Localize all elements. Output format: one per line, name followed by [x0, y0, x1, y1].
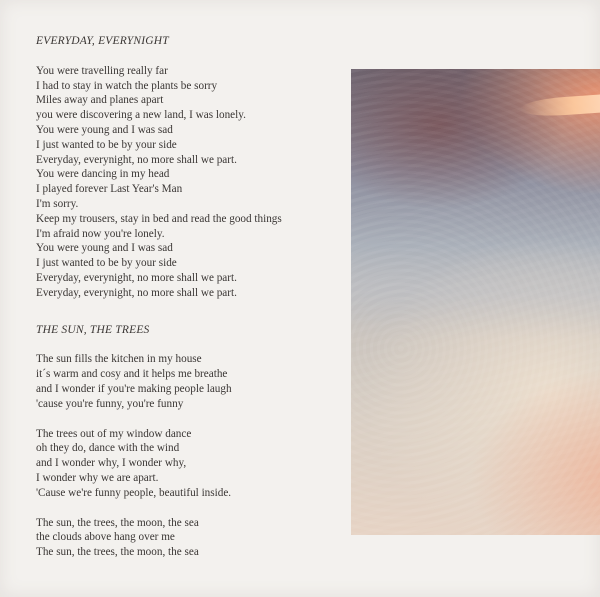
lyric-line: I played forever Last Year's Man: [36, 183, 183, 196]
lyric-line: Everyday, everynight, no more shall we part.: [36, 286, 237, 299]
lyric-line: The sun fills the kitchen in my house: [36, 353, 202, 366]
lyric-line: I just wanted to be by your side: [36, 257, 177, 270]
stanza: [36, 427, 336, 501]
lyric-line: it´s warm and cosy and it helps me breathe: [36, 368, 228, 381]
lyric-line: you were discovering a new land, I was lonely.: [36, 109, 246, 122]
lyric-line: I'm afraid now you're lonely.: [36, 227, 165, 240]
stanza: [36, 516, 336, 560]
lyric-line: The trees out of my window dance: [36, 427, 192, 440]
song-the-sun-the-trees: [36, 323, 336, 560]
aerial-clouds-photo: [351, 69, 600, 535]
song-title: THE SUN, THE TREES: [36, 323, 150, 336]
lyric-line: Miles away and planes apart: [36, 94, 164, 107]
photo-clouds-texture: [351, 69, 600, 535]
lyric-line: and I wonder why, I wonder why,: [36, 457, 187, 470]
lyrics-column: [36, 34, 336, 560]
song-title: EVERYDAY, EVERYNIGHT: [36, 35, 169, 47]
lyric-line: the clouds above hang over me: [36, 531, 175, 544]
lyric-line: The sun, the trees, the moon, the sea: [36, 546, 199, 559]
lyric-line: and I wonder if you're making people laugh: [36, 382, 232, 395]
lyric-line: oh they do, dance with the wind: [36, 442, 180, 455]
lyric-line: I had to stay in watch the plants be sorry: [36, 79, 218, 92]
lyric-line: I just wanted to be by your side: [36, 138, 177, 151]
lyric-line: I wonder why we are apart.: [36, 471, 159, 484]
lyric-line: 'cause you're funny, you're funny: [36, 397, 184, 410]
lyric-line: 'Cause we're funny people, beautiful inside.: [36, 486, 232, 499]
lyric-line: Everyday, everynight, no more shall we part.: [36, 271, 237, 284]
stanza: [36, 352, 336, 411]
lyric-line: Everyday, everynight, no more shall we part.: [36, 153, 237, 166]
stanza: [36, 64, 336, 301]
lyric-line: You were young and I was sad: [36, 123, 173, 136]
lyric-line: You were travelling really far: [36, 64, 168, 77]
lyric-line: You were young and I was sad: [36, 242, 173, 255]
lyric-line: Keep my trousers, stay in bed and read the good things: [36, 212, 282, 225]
lyric-line: You were dancing in my head: [36, 168, 170, 181]
song-everyday-everynight: [36, 34, 336, 301]
lyric-line: The sun, the trees, the moon, the sea: [36, 516, 199, 529]
lyric-line: I'm sorry.: [36, 197, 79, 210]
